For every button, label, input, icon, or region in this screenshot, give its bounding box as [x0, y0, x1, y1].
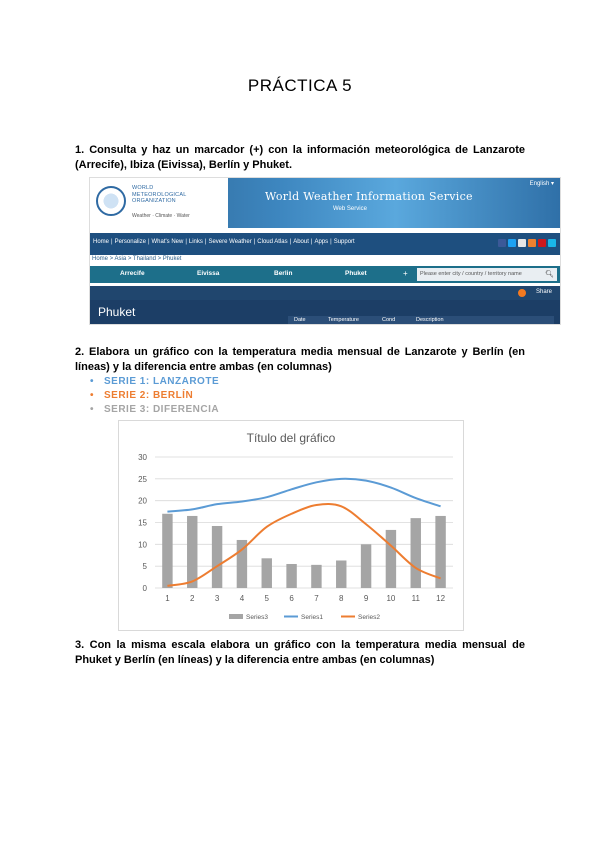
chart-title: Título del gráfico	[246, 431, 336, 445]
x-tick-label: 9	[363, 594, 369, 603]
bar	[162, 514, 172, 588]
bullet-icon: •	[90, 390, 95, 401]
chart-svg	[119, 421, 463, 630]
flickr-icon[interactable]	[518, 239, 526, 247]
bar	[187, 516, 197, 588]
y-tick-label: 5	[142, 562, 147, 572]
y-tick-label: 15	[138, 518, 147, 528]
series-line	[167, 504, 440, 586]
legend-label: Series1	[301, 614, 324, 621]
city-tabs	[90, 266, 560, 283]
x-tick-label: 11	[411, 594, 420, 603]
y-tick-label: 20	[138, 496, 147, 506]
series-list	[90, 375, 219, 417]
question-2: 2. Elabora un gráfico con la temperatura media mensual de Lanzarote y Berlín (en líneas) y la diferencia entre ambas (en columnas)	[75, 346, 525, 373]
series-list-item	[90, 389, 219, 403]
facebook-icon[interactable]	[498, 239, 506, 247]
bar	[336, 560, 346, 588]
youtube-icon[interactable]	[538, 239, 546, 247]
temperature-chart	[118, 420, 464, 631]
share-button[interactable]: Share	[535, 289, 552, 295]
question-1: 1. Consulta y haz un marcador (+) con la información meteorológica de Lanzarote (Arrecife), Ibiza (Eivissa), Berlín y Phuket.	[75, 144, 525, 171]
x-tick-label: 4	[239, 594, 245, 603]
legend-swatch	[229, 614, 243, 619]
bullet-icon: •	[90, 404, 95, 415]
service-title: World Weather Information Service	[265, 190, 473, 203]
y-tick-label: 0	[142, 584, 147, 593]
nav-items	[92, 239, 356, 245]
nav-item[interactable]: Support	[333, 239, 355, 245]
x-tick-label: 7	[314, 594, 319, 603]
nav-separator: |	[253, 239, 256, 245]
col-temperature: Temperature	[328, 317, 359, 323]
bar	[411, 518, 421, 588]
legend-label: Series3	[246, 614, 269, 621]
nav-separator: |	[204, 239, 207, 245]
embedded-weather-screenshot	[90, 178, 560, 324]
site-banner	[90, 178, 560, 228]
wmo-logo	[90, 178, 228, 228]
search-icon[interactable]: 🔍︎	[545, 271, 554, 278]
col-cond: Cond	[382, 317, 396, 323]
tab-eivissa[interactable]: Eivissa	[197, 270, 220, 277]
twitter-icon[interactable]	[508, 239, 516, 247]
x-tick-label: 6	[289, 594, 294, 603]
bullet-icon: •	[90, 376, 95, 387]
x-tick-label: 2	[190, 594, 195, 603]
nav-item[interactable]: Severe Weather	[208, 239, 252, 245]
series-list-item	[90, 403, 219, 417]
nav-separator: |	[111, 239, 113, 245]
series-list-label: SERIE 3: DIFERENCIA	[104, 404, 220, 415]
x-tick-label: 8	[339, 594, 344, 603]
x-tick-label: 3	[214, 594, 220, 603]
forecast-columns	[288, 316, 554, 324]
nav-separator: |	[147, 239, 150, 245]
col-date: Date	[294, 317, 306, 323]
nav-separator: |	[185, 239, 187, 245]
share-bar	[90, 286, 560, 300]
nav-item[interactable]: What's New	[151, 239, 184, 245]
nav-item[interactable]: Links	[188, 239, 203, 245]
color-stripes	[228, 224, 318, 228]
bar	[361, 544, 371, 588]
question-3: 3. Con la misma escala elabora un gráfico con la temperatura media mensual de Phuket y Berlín (en líneas) y la diferencia entre ambas (en columnas)	[75, 639, 525, 666]
un-emblem-icon	[96, 186, 126, 216]
add-city-button[interactable]: +	[403, 269, 408, 278]
series-list-label: SERIE 1: LANZAROTE	[104, 376, 220, 387]
series-list-label: SERIE 2: BERLÍN	[104, 390, 194, 401]
rss-icon[interactable]	[528, 239, 536, 247]
language-selector[interactable]: English ▾	[529, 181, 554, 187]
tab-arrecife[interactable]: Arrecife	[120, 270, 145, 277]
series-list-item	[90, 375, 219, 389]
city-search-input[interactable]: Please enter city / country / territory name 🔍︎	[417, 268, 557, 281]
bar	[386, 530, 396, 588]
y-tick-label: 30	[138, 453, 147, 462]
vimeo-icon[interactable]	[548, 239, 556, 247]
page-title: PRÁCTICA 5	[247, 76, 353, 95]
legend-label: Series2	[358, 614, 381, 621]
y-tick-label: 25	[138, 474, 147, 484]
share-icon[interactable]	[518, 289, 526, 297]
nav-item[interactable]: About	[293, 239, 309, 245]
nav-item[interactable]: Cloud Atlas	[257, 239, 288, 245]
bar	[286, 564, 296, 588]
social-icons	[498, 239, 556, 247]
bar	[212, 526, 222, 588]
service-subtitle: Web Service	[333, 206, 367, 212]
tab-phuket[interactable]: Phuket	[345, 270, 367, 277]
logo-tagline: Weather · Climate · Water	[132, 213, 190, 219]
logo-text: WORLD METEOROLOGICAL ORGANIZATION	[132, 185, 187, 204]
nav-separator: |	[330, 239, 332, 245]
nav-separator: |	[310, 239, 313, 245]
series-line	[167, 479, 440, 512]
breadcrumb[interactable]: Home > Asia > Thailand > Phuket	[92, 256, 182, 262]
nav-separator: |	[289, 239, 292, 245]
nav-item[interactable]: Home	[93, 239, 110, 245]
y-tick-label: 10	[138, 540, 147, 550]
city-header	[90, 300, 560, 324]
tab-berlin[interactable]: Berlin	[274, 270, 293, 277]
x-tick-label: 10	[386, 594, 396, 603]
nav-item[interactable]: Apps	[314, 239, 329, 245]
col-description: Description	[416, 317, 444, 323]
nav-item[interactable]: Personalize	[114, 239, 146, 245]
site-nav	[90, 233, 560, 255]
bar	[311, 565, 321, 588]
x-tick-label: 5	[264, 594, 269, 603]
bar	[262, 558, 272, 588]
x-tick-label: 1	[165, 594, 170, 603]
city-name: Phuket	[98, 305, 136, 319]
x-tick-label: 12	[436, 594, 446, 603]
